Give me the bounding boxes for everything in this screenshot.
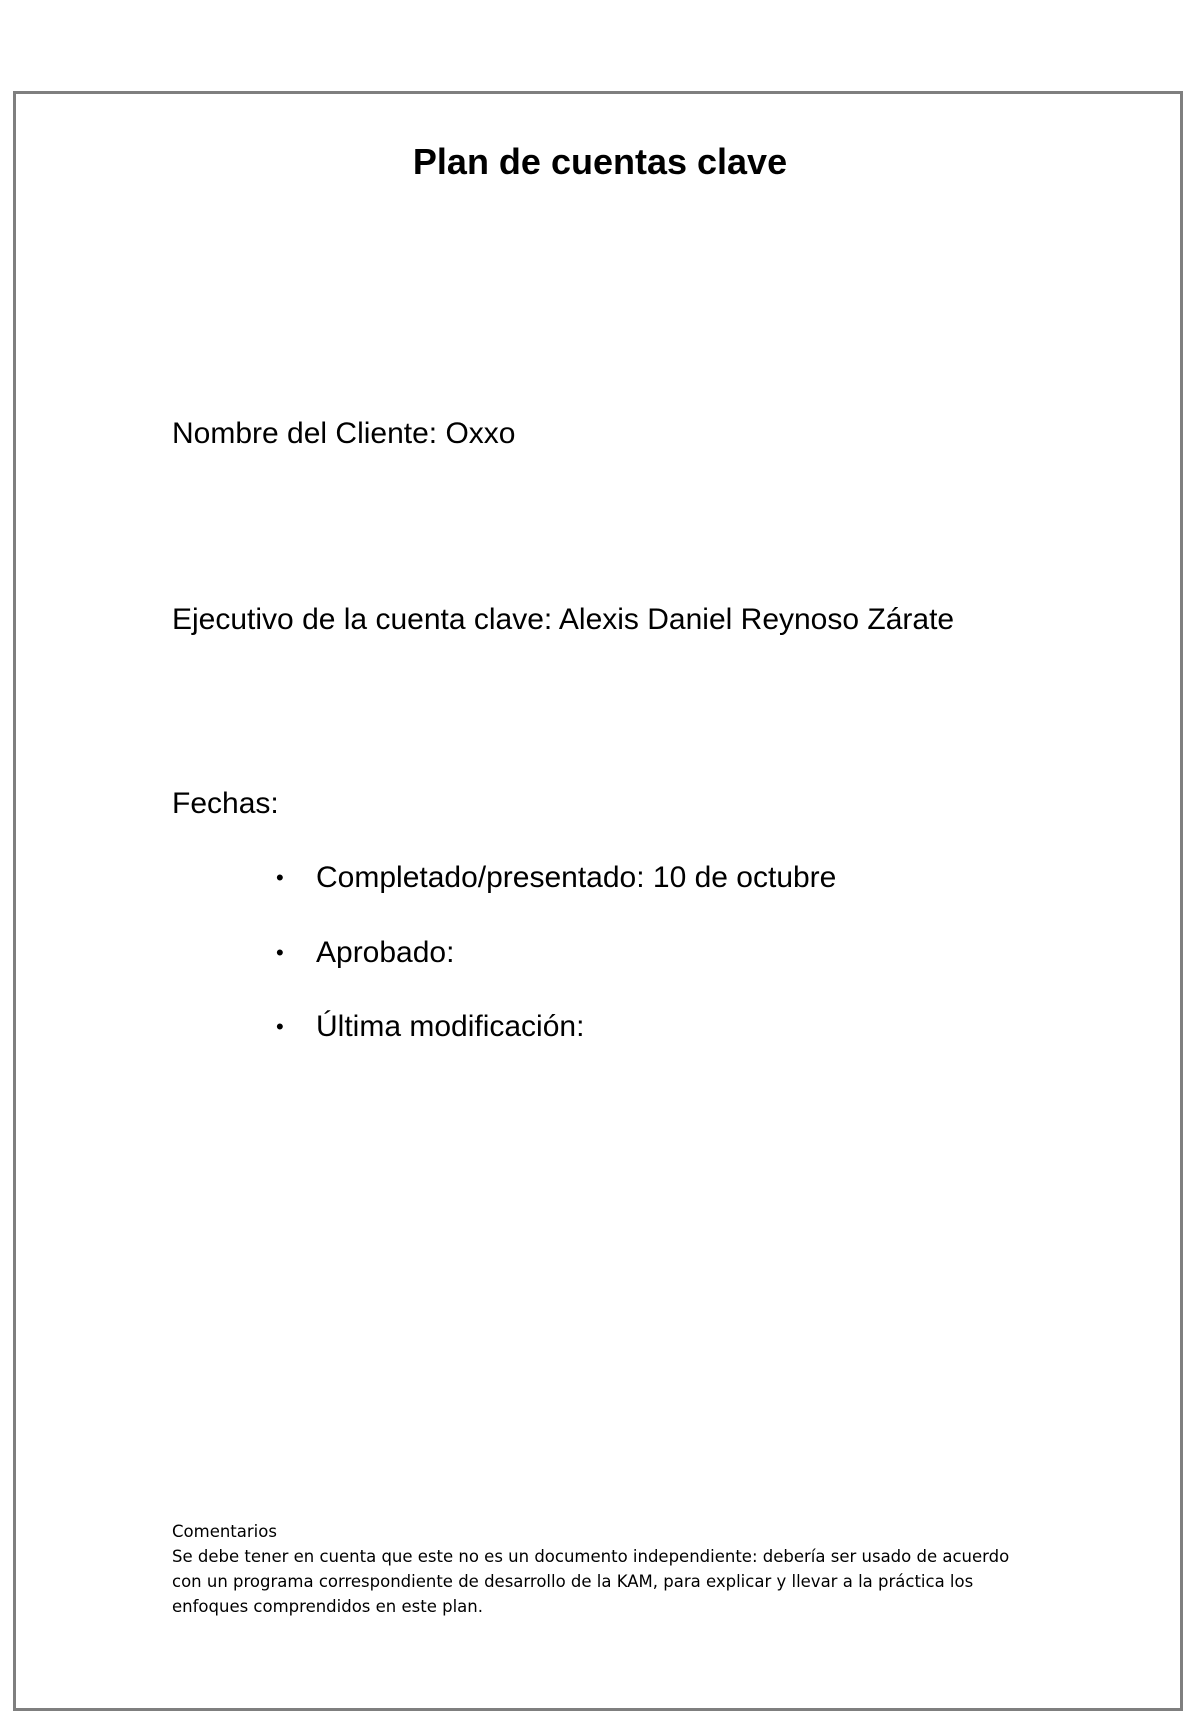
page-frame xyxy=(13,91,1183,1711)
document-title: Plan de cuentas clave xyxy=(412,141,788,182)
date-item-label: Completado/presentado: 10 de octubre xyxy=(316,861,837,894)
bullet-icon: • xyxy=(276,940,284,965)
client-name-line: Nombre del Cliente: Oxxo xyxy=(172,417,516,450)
comments-body: Se debe tener en cuenta que este no es un documento independiente: debería ser usado de acuerdo con un programa correspondiente de desarrollo de la KAM, para explicar y llevar a la práctica los enfoques comprendidos en este plan. xyxy=(172,1547,1010,1616)
bullet-icon: • xyxy=(276,865,284,890)
bullet-icon: • xyxy=(276,1014,284,1039)
comments-section xyxy=(172,1519,1032,1619)
date-item-label: Aprobado: xyxy=(316,936,455,969)
comments-label: Comentarios xyxy=(172,1522,277,1541)
account-executive-line: Ejecutivo de la cuenta clave: Alexis Daniel Reynoso Zárate xyxy=(172,603,955,636)
date-item-label: Última modificación: xyxy=(316,1010,585,1043)
dates-label: Fechas: xyxy=(172,787,279,820)
